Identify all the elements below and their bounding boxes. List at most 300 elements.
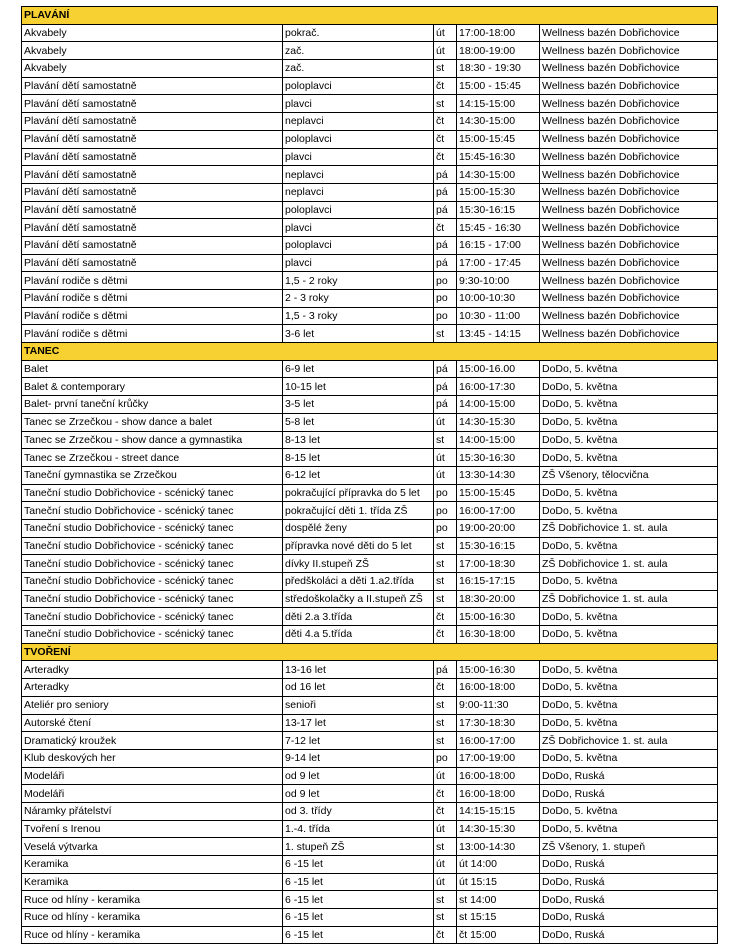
- table-row: [22, 909, 718, 927]
- day-cell: pá: [434, 396, 457, 414]
- group-cell: 9-14 let: [283, 749, 434, 767]
- group-cell: 3-6 let: [283, 325, 434, 343]
- time-cell: 15:00-15:30: [457, 183, 540, 201]
- group-cell: poloplavci: [283, 77, 434, 95]
- location-cell: DoDo, 5. května: [540, 537, 718, 555]
- location-cell: DoDo, 5. května: [540, 714, 718, 732]
- location-cell: Wellness bazén Dobřichovice: [540, 201, 718, 219]
- day-cell: čt: [434, 802, 457, 820]
- activity-cell: Tvoření s Irenou: [22, 820, 283, 838]
- day-cell: st: [434, 95, 457, 113]
- activity-cell: Taneční studio Dobřichovice - scénický tanec: [22, 608, 283, 626]
- day-cell: st: [434, 838, 457, 856]
- table-row: [22, 325, 718, 343]
- group-cell: 1. stupeň ZŠ: [283, 838, 434, 856]
- activity-cell: Keramika: [22, 873, 283, 891]
- group-cell: přípravka nové děti do 5 let: [283, 537, 434, 555]
- time-cell: čt 15:00: [457, 926, 540, 944]
- day-cell: pá: [434, 183, 457, 201]
- time-cell: 15:00-15:45: [457, 484, 540, 502]
- time-cell: 18:00-19:00: [457, 42, 540, 60]
- group-cell: od 9 let: [283, 785, 434, 803]
- table-row: [22, 802, 718, 820]
- day-cell: čt: [434, 113, 457, 131]
- group-cell: 2 - 3 roky: [283, 290, 434, 308]
- activity-cell: Arteradky: [22, 661, 283, 679]
- group-cell: 1,5 - 3 roky: [283, 307, 434, 325]
- location-cell: Wellness bazén Dobřichovice: [540, 272, 718, 290]
- activity-cell: Plavání rodiče s dětmi: [22, 307, 283, 325]
- activity-cell: Taneční gymnastika se Zrzečkou: [22, 466, 283, 484]
- location-cell: DoDo, 5. května: [540, 749, 718, 767]
- table-row: [22, 254, 718, 272]
- table-row: [22, 519, 718, 537]
- location-cell: DoDo, 5. května: [540, 449, 718, 467]
- table-row: [22, 466, 718, 484]
- location-cell: Wellness bazén Dobřichovice: [540, 60, 718, 78]
- table-row: [22, 502, 718, 520]
- day-cell: st: [434, 590, 457, 608]
- table-row: [22, 891, 718, 909]
- table-row: [22, 608, 718, 626]
- day-cell: út: [434, 873, 457, 891]
- location-cell: DoDo, 5. května: [540, 360, 718, 378]
- day-cell: po: [434, 502, 457, 520]
- location-cell: Wellness bazén Dobřichovice: [540, 219, 718, 237]
- activity-cell: Balet- první taneční krůčky: [22, 396, 283, 414]
- section-title: PLAVÁNÍ: [22, 7, 718, 25]
- table-row: [22, 873, 718, 891]
- group-cell: děti 2.a 3.třída: [283, 608, 434, 626]
- activity-cell: Tanec se Zrzečkou - show dance a balet: [22, 413, 283, 431]
- day-cell: čt: [434, 608, 457, 626]
- table-row: [22, 413, 718, 431]
- activity-cell: Ateliér pro seniory: [22, 696, 283, 714]
- group-cell: středoškolačky a II.stupeň ZŠ: [283, 590, 434, 608]
- activity-cell: Taneční studio Dobřichovice - scénický tanec: [22, 626, 283, 644]
- group-cell: 8-13 let: [283, 431, 434, 449]
- table-row: [22, 95, 718, 113]
- time-cell: 13:00-14:30: [457, 838, 540, 856]
- day-cell: út: [434, 767, 457, 785]
- group-cell: neplavci: [283, 183, 434, 201]
- table-row: [22, 201, 718, 219]
- table-row: [22, 272, 718, 290]
- location-cell: DoDo, 5. května: [540, 378, 718, 396]
- time-cell: 10:00-10:30: [457, 290, 540, 308]
- activity-cell: Plavání dětí samostatně: [22, 236, 283, 254]
- group-cell: 10-15 let: [283, 378, 434, 396]
- time-cell: 14:30-15:30: [457, 413, 540, 431]
- table-row: [22, 537, 718, 555]
- time-cell: 16:00-17:00: [457, 732, 540, 750]
- activity-cell: Modeláři: [22, 785, 283, 803]
- activity-cell: Plavání dětí samostatně: [22, 254, 283, 272]
- time-cell: 17:00-18:30: [457, 555, 540, 573]
- day-cell: út: [434, 413, 457, 431]
- day-cell: pá: [434, 166, 457, 184]
- time-cell: 16:00-18:00: [457, 767, 540, 785]
- table-row: [22, 24, 718, 42]
- day-cell: st: [434, 573, 457, 591]
- time-cell: 16:00-18:00: [457, 679, 540, 697]
- time-cell: 14:00-15:00: [457, 396, 540, 414]
- time-cell: 15:30-16:15: [457, 537, 540, 555]
- table-row: [22, 573, 718, 591]
- location-cell: Wellness bazén Dobřichovice: [540, 113, 718, 131]
- table-row: [22, 130, 718, 148]
- location-cell: Wellness bazén Dobřichovice: [540, 183, 718, 201]
- activity-cell: Plavání dětí samostatně: [22, 166, 283, 184]
- location-cell: ZŠ Všenory, tělocvična: [540, 466, 718, 484]
- day-cell: út: [434, 820, 457, 838]
- activity-cell: Veselá výtvarka: [22, 838, 283, 856]
- group-cell: dospělé ženy: [283, 519, 434, 537]
- time-cell: 15:30-16:15: [457, 201, 540, 219]
- location-cell: DoDo, 5. května: [540, 608, 718, 626]
- day-cell: st: [434, 537, 457, 555]
- day-cell: čt: [434, 77, 457, 95]
- time-cell: 16:00-17:30: [457, 378, 540, 396]
- location-cell: Wellness bazén Dobřichovice: [540, 236, 718, 254]
- day-cell: út: [434, 856, 457, 874]
- location-cell: Wellness bazén Dobřichovice: [540, 307, 718, 325]
- group-cell: 6-12 let: [283, 466, 434, 484]
- location-cell: DoDo, 5. května: [540, 661, 718, 679]
- group-cell: pokračující děti 1. třída ZŠ: [283, 502, 434, 520]
- activity-cell: Plavání dětí samostatně: [22, 113, 283, 131]
- time-cell: út 14:00: [457, 856, 540, 874]
- table-row: [22, 360, 718, 378]
- group-cell: 6 -15 let: [283, 873, 434, 891]
- time-cell: 14:15-15:00: [457, 95, 540, 113]
- activity-cell: Akvabely: [22, 24, 283, 42]
- location-cell: ZŠ Dobřichovice 1. st. aula: [540, 590, 718, 608]
- table-row: [22, 431, 718, 449]
- time-cell: 15:00-16.00: [457, 360, 540, 378]
- group-cell: 7-12 let: [283, 732, 434, 750]
- table-row: [22, 219, 718, 237]
- group-cell: plavci: [283, 95, 434, 113]
- table-row: [22, 449, 718, 467]
- day-cell: st: [434, 60, 457, 78]
- time-cell: 14:00-15:00: [457, 431, 540, 449]
- table-row: [22, 555, 718, 573]
- section-header-row: [22, 343, 718, 361]
- table-row: [22, 60, 718, 78]
- group-cell: 1.-4. třída: [283, 820, 434, 838]
- group-cell: 6 -15 let: [283, 909, 434, 927]
- section-title: TVOŘENÍ: [22, 643, 718, 661]
- group-cell: 8-15 let: [283, 449, 434, 467]
- location-cell: DoDo, 5. května: [540, 820, 718, 838]
- time-cell: 9:00-11:30: [457, 696, 540, 714]
- group-cell: zač.: [283, 60, 434, 78]
- group-cell: 6 -15 let: [283, 856, 434, 874]
- time-cell: 15:00-15:45: [457, 130, 540, 148]
- group-cell: 6-9 let: [283, 360, 434, 378]
- table-row: [22, 856, 718, 874]
- location-cell: DoDo, Ruská: [540, 785, 718, 803]
- day-cell: čt: [434, 130, 457, 148]
- table-row: [22, 661, 718, 679]
- location-cell: Wellness bazén Dobřichovice: [540, 148, 718, 166]
- day-cell: út: [434, 24, 457, 42]
- time-cell: 13:45 - 14:15: [457, 325, 540, 343]
- location-cell: DoDo, 5. května: [540, 696, 718, 714]
- activity-cell: Plavání dětí samostatně: [22, 183, 283, 201]
- location-cell: DoDo, 5. května: [540, 431, 718, 449]
- time-cell: 17:00 - 17:45: [457, 254, 540, 272]
- activity-cell: Náramky přátelství: [22, 802, 283, 820]
- day-cell: pá: [434, 378, 457, 396]
- group-cell: pokračující přípravka do 5 let: [283, 484, 434, 502]
- table-row: [22, 820, 718, 838]
- day-cell: st: [434, 714, 457, 732]
- day-cell: st: [434, 431, 457, 449]
- group-cell: dívky II.stupeň ZŠ: [283, 555, 434, 573]
- location-cell: DoDo, 5. května: [540, 802, 718, 820]
- activity-cell: Taneční studio Dobřichovice - scénický tanec: [22, 555, 283, 573]
- group-cell: poloplavci: [283, 201, 434, 219]
- group-cell: 5-8 let: [283, 413, 434, 431]
- day-cell: st: [434, 891, 457, 909]
- time-cell: 16:30-18:00: [457, 626, 540, 644]
- activity-cell: Taneční studio Dobřichovice - scénický tanec: [22, 502, 283, 520]
- day-cell: čt: [434, 679, 457, 697]
- group-cell: od 3. třídy: [283, 802, 434, 820]
- activity-cell: Plavání dětí samostatně: [22, 95, 283, 113]
- time-cell: 16:00-17:00: [457, 502, 540, 520]
- activity-cell: Akvabely: [22, 42, 283, 60]
- day-cell: po: [434, 290, 457, 308]
- time-cell: st 15:15: [457, 909, 540, 927]
- table-row: [22, 166, 718, 184]
- activity-cell: Modeláři: [22, 767, 283, 785]
- schedule-body: [22, 7, 718, 944]
- day-cell: st: [434, 732, 457, 750]
- table-row: [22, 732, 718, 750]
- section-header-row: [22, 643, 718, 661]
- table-row: [22, 396, 718, 414]
- activity-cell: Balet & contemporary: [22, 378, 283, 396]
- time-cell: 18:30 - 19:30: [457, 60, 540, 78]
- activity-cell: Plavání dětí samostatně: [22, 219, 283, 237]
- activity-cell: Plavání dětí samostatně: [22, 77, 283, 95]
- table-row: [22, 714, 718, 732]
- location-cell: Wellness bazén Dobřichovice: [540, 254, 718, 272]
- location-cell: DoDo, 5. května: [540, 396, 718, 414]
- location-cell: DoDo, 5. května: [540, 413, 718, 431]
- location-cell: Wellness bazén Dobřichovice: [540, 77, 718, 95]
- time-cell: út 15:15: [457, 873, 540, 891]
- time-cell: 17:30-18:30: [457, 714, 540, 732]
- location-cell: Wellness bazén Dobřichovice: [540, 24, 718, 42]
- table-row: [22, 767, 718, 785]
- activity-cell: Ruce od hlíny - keramika: [22, 926, 283, 944]
- location-cell: ZŠ Všenory, 1. stupeň: [540, 838, 718, 856]
- group-cell: plavci: [283, 148, 434, 166]
- activity-cell: Plavání rodiče s dětmi: [22, 325, 283, 343]
- location-cell: ZŠ Dobřichovice 1. st. aula: [540, 519, 718, 537]
- location-cell: Wellness bazén Dobřichovice: [540, 130, 718, 148]
- section-header-row: [22, 7, 718, 25]
- location-cell: ZŠ Dobřichovice 1. st. aula: [540, 555, 718, 573]
- location-cell: DoDo, Ruská: [540, 909, 718, 927]
- table-row: [22, 77, 718, 95]
- day-cell: st: [434, 325, 457, 343]
- table-row: [22, 590, 718, 608]
- activity-cell: Taneční studio Dobřichovice - scénický tanec: [22, 537, 283, 555]
- table-row: [22, 42, 718, 60]
- location-cell: DoDo, Ruská: [540, 891, 718, 909]
- location-cell: DoDo, 5. května: [540, 573, 718, 591]
- table-row: [22, 113, 718, 131]
- time-cell: 14:15-15:15: [457, 802, 540, 820]
- time-cell: 15:45-16:30: [457, 148, 540, 166]
- time-cell: 17:00-19:00: [457, 749, 540, 767]
- location-cell: Wellness bazén Dobřichovice: [540, 290, 718, 308]
- location-cell: DoDo, Ruská: [540, 926, 718, 944]
- table-row: [22, 484, 718, 502]
- activity-cell: Taneční studio Dobřichovice - scénický tanec: [22, 519, 283, 537]
- time-cell: 16:00-18:00: [457, 785, 540, 803]
- time-cell: 14:30-15:00: [457, 166, 540, 184]
- location-cell: Wellness bazén Dobřichovice: [540, 95, 718, 113]
- time-cell: 13:30-14:30: [457, 466, 540, 484]
- activity-cell: Taneční studio Dobřichovice - scénický tanec: [22, 590, 283, 608]
- activity-cell: Arteradky: [22, 679, 283, 697]
- table-row: [22, 378, 718, 396]
- table-row: [22, 838, 718, 856]
- activity-cell: Ruce od hlíny - keramika: [22, 891, 283, 909]
- location-cell: DoDo, 5. května: [540, 679, 718, 697]
- activity-cell: Plavání dětí samostatně: [22, 201, 283, 219]
- section-title: TANEC: [22, 343, 718, 361]
- day-cell: út: [434, 466, 457, 484]
- group-cell: plavci: [283, 254, 434, 272]
- day-cell: pá: [434, 360, 457, 378]
- day-cell: út: [434, 449, 457, 467]
- activity-cell: Akvabely: [22, 60, 283, 78]
- time-cell: 15:30-16:30: [457, 449, 540, 467]
- table-row: [22, 785, 718, 803]
- day-cell: čt: [434, 219, 457, 237]
- activity-cell: Balet: [22, 360, 283, 378]
- group-cell: neplavci: [283, 166, 434, 184]
- day-cell: čt: [434, 926, 457, 944]
- activity-cell: Autorské čtení: [22, 714, 283, 732]
- table-row: [22, 926, 718, 944]
- group-cell: předškoláci a děti 1.a2.třída: [283, 573, 434, 591]
- day-cell: čt: [434, 626, 457, 644]
- day-cell: po: [434, 484, 457, 502]
- table-row: [22, 696, 718, 714]
- group-cell: od 9 let: [283, 767, 434, 785]
- activity-cell: Taneční studio Dobřichovice - scénický tanec: [22, 573, 283, 591]
- table-row: [22, 236, 718, 254]
- group-cell: 13-17 let: [283, 714, 434, 732]
- time-cell: 15:00-16:30: [457, 661, 540, 679]
- location-cell: Wellness bazén Dobřichovice: [540, 325, 718, 343]
- time-cell: 15:45 - 16:30: [457, 219, 540, 237]
- time-cell: 17:00-18:00: [457, 24, 540, 42]
- day-cell: st: [434, 696, 457, 714]
- table-row: [22, 307, 718, 325]
- day-cell: pá: [434, 201, 457, 219]
- group-cell: děti 4.a 5.třída: [283, 626, 434, 644]
- location-cell: ZŠ Dobřichovice 1. st. aula: [540, 732, 718, 750]
- group-cell: plavci: [283, 219, 434, 237]
- location-cell: DoDo, Ruská: [540, 767, 718, 785]
- group-cell: 3-5 let: [283, 396, 434, 414]
- activity-cell: Taneční studio Dobřichovice - scénický tanec: [22, 484, 283, 502]
- table-row: [22, 290, 718, 308]
- table-row: [22, 749, 718, 767]
- location-cell: Wellness bazén Dobřichovice: [540, 42, 718, 60]
- group-cell: 13-16 let: [283, 661, 434, 679]
- location-cell: DoDo, Ruská: [540, 873, 718, 891]
- day-cell: po: [434, 749, 457, 767]
- group-cell: neplavci: [283, 113, 434, 131]
- location-cell: Wellness bazén Dobřichovice: [540, 166, 718, 184]
- table-row: [22, 183, 718, 201]
- day-cell: st: [434, 909, 457, 927]
- day-cell: st: [434, 555, 457, 573]
- location-cell: DoDo, 5. května: [540, 484, 718, 502]
- day-cell: po: [434, 519, 457, 537]
- day-cell: po: [434, 307, 457, 325]
- location-cell: DoDo, 5. května: [540, 626, 718, 644]
- location-cell: DoDo, 5. května: [540, 502, 718, 520]
- table-row: [22, 679, 718, 697]
- table-row: [22, 626, 718, 644]
- time-cell: 16:15-17:15: [457, 573, 540, 591]
- group-cell: zač.: [283, 42, 434, 60]
- group-cell: poloplavci: [283, 130, 434, 148]
- activity-cell: Ruce od hlíny - keramika: [22, 909, 283, 927]
- location-cell: DoDo, Ruská: [540, 856, 718, 874]
- time-cell: 18:30-20:00: [457, 590, 540, 608]
- activity-cell: Dramatický kroužek: [22, 732, 283, 750]
- time-cell: st 14:00: [457, 891, 540, 909]
- time-cell: 15:00 - 15:45: [457, 77, 540, 95]
- day-cell: čt: [434, 785, 457, 803]
- activity-cell: Plavání dětí samostatně: [22, 130, 283, 148]
- activity-cell: Tanec se Zrzečkou - street dance: [22, 449, 283, 467]
- group-cell: 6 -15 let: [283, 891, 434, 909]
- activity-cell: Plavání dětí samostatně: [22, 148, 283, 166]
- time-cell: 14:30-15:00: [457, 113, 540, 131]
- day-cell: pá: [434, 236, 457, 254]
- group-cell: pokrač.: [283, 24, 434, 42]
- time-cell: 10:30 - 11:00: [457, 307, 540, 325]
- activity-cell: Plavání rodiče s dětmi: [22, 272, 283, 290]
- time-cell: 14:30-15:30: [457, 820, 540, 838]
- table-row: [22, 148, 718, 166]
- activity-cell: Klub deskových her: [22, 749, 283, 767]
- day-cell: út: [434, 42, 457, 60]
- group-cell: 6 -15 let: [283, 926, 434, 944]
- group-cell: od 16 let: [283, 679, 434, 697]
- schedule-table: [21, 6, 718, 944]
- group-cell: 1,5 - 2 roky: [283, 272, 434, 290]
- activity-cell: Tanec se Zrzečkou - show dance a gymnastika: [22, 431, 283, 449]
- activity-cell: Plavání rodiče s dětmi: [22, 290, 283, 308]
- day-cell: pá: [434, 661, 457, 679]
- time-cell: 15:00-16:30: [457, 608, 540, 626]
- time-cell: 19:00-20:00: [457, 519, 540, 537]
